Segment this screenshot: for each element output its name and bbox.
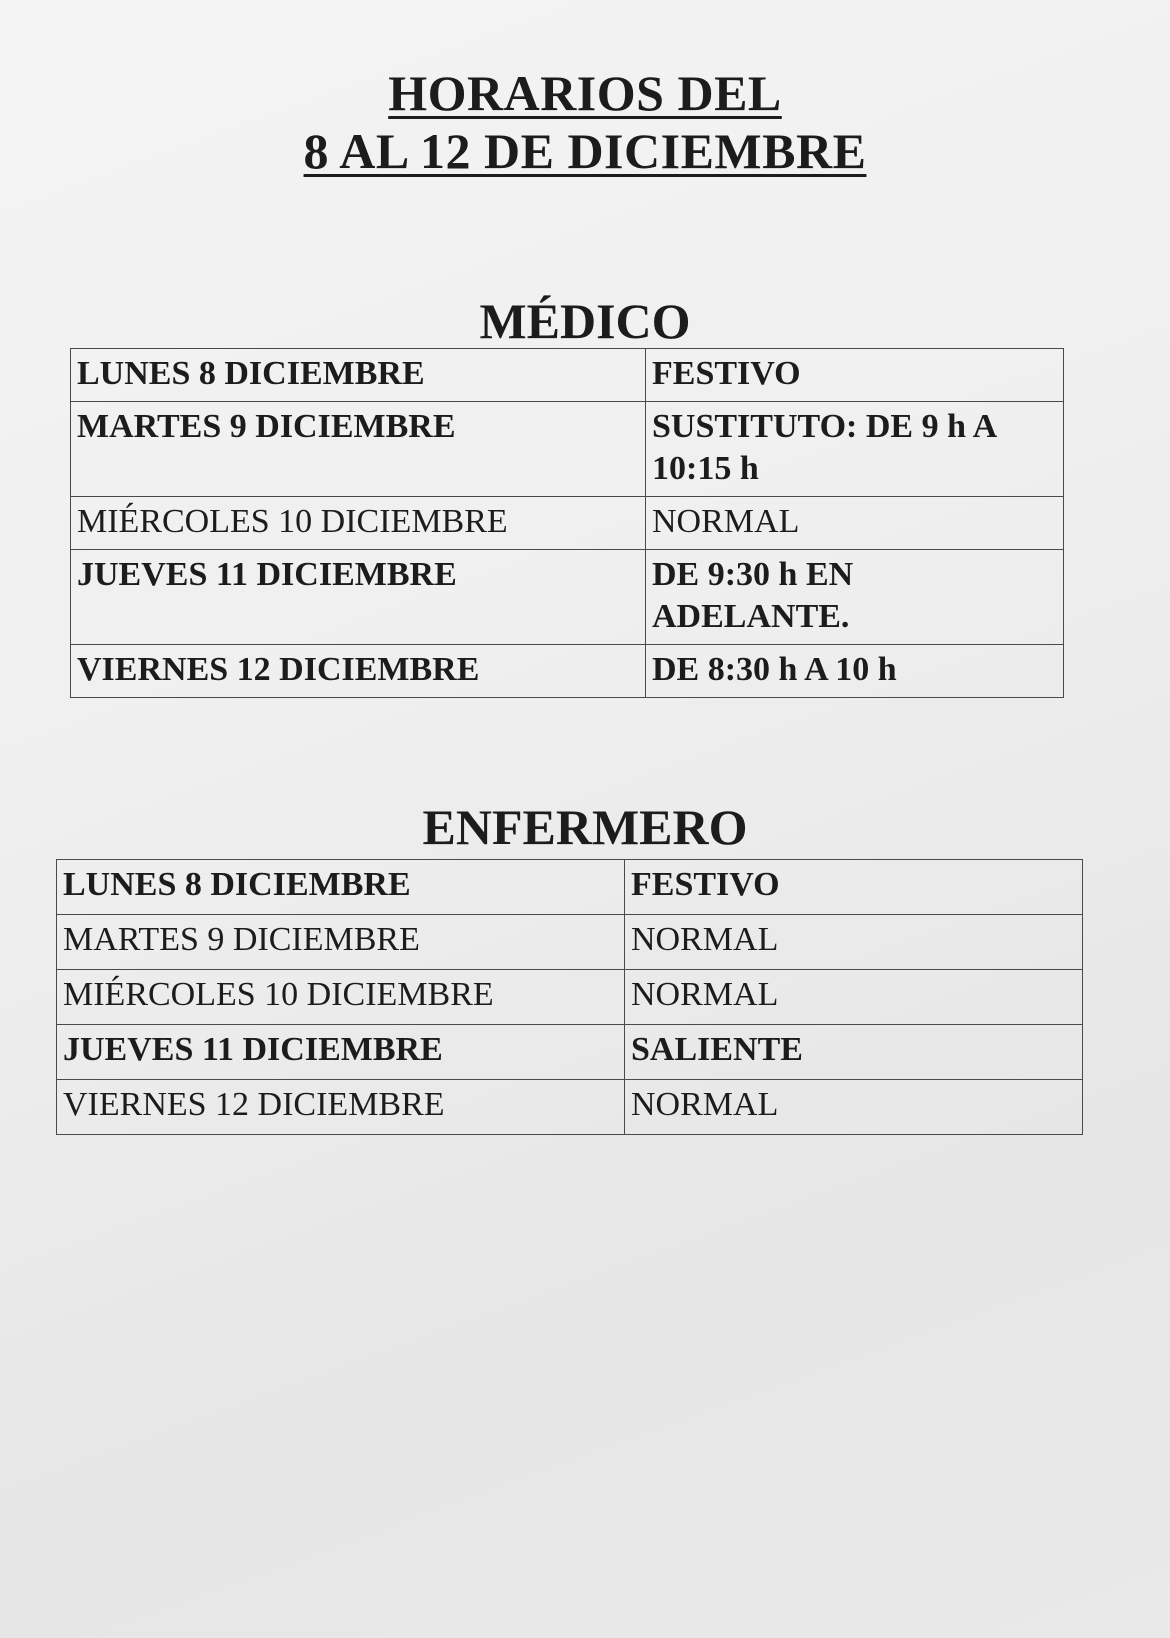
schedule-cell: NORMAL (625, 970, 1083, 1025)
day-cell: MIÉRCOLES 10 DICIEMBRE (57, 970, 625, 1025)
schedule-cell: NORMAL (625, 1080, 1083, 1135)
table-row (57, 970, 1083, 1025)
table-row (57, 860, 1083, 915)
table-row (71, 645, 1064, 698)
title-line-2-text: 8 AL 12 DE DICIEMBRE (303, 123, 867, 179)
enfermero-heading: ENFERMERO (422, 799, 748, 855)
document-title-line-2 (0, 122, 1170, 180)
table-row (57, 915, 1083, 970)
table-row (57, 1080, 1083, 1135)
schedule-line-2: ADELANTE. (652, 598, 850, 635)
day-cell: LUNES 8 DICIEMBRE (57, 860, 625, 915)
schedule-cell: SALIENTE (625, 1025, 1083, 1080)
day-cell: LUNES 8 DICIEMBRE (71, 349, 646, 402)
day-cell: MARTES 9 DICIEMBRE (71, 402, 646, 497)
schedule-cell: DE 8:30 h A 10 h (646, 645, 1064, 698)
day-cell: MIÉRCOLES 10 DICIEMBRE (71, 497, 646, 550)
schedule-cell: NORMAL (625, 915, 1083, 970)
medico-heading: MÉDICO (479, 293, 691, 349)
schedule-line-1: SUSTITUTO: DE 9 h A (652, 408, 998, 445)
schedule-cell: FESTIVO (646, 349, 1064, 402)
day-cell: VIERNES 12 DICIEMBRE (71, 645, 646, 698)
day-cell: JUEVES 11 DICIEMBRE (71, 550, 646, 645)
day-cell: JUEVES 11 DICIEMBRE (57, 1025, 625, 1080)
schedule-line-1: DE 9:30 h EN (652, 556, 854, 593)
document-title-line-1 (0, 64, 1170, 122)
enfermero-schedule-table (56, 859, 1083, 1135)
schedule-line-2: 10:15 h (652, 450, 759, 487)
schedule-cell (646, 402, 1064, 497)
day-cell: MARTES 9 DICIEMBRE (57, 915, 625, 970)
table-row (71, 550, 1064, 645)
table-row (71, 349, 1064, 402)
schedule-cell: FESTIVO (625, 860, 1083, 915)
title-line-1-text: HORARIOS DEL (388, 65, 782, 121)
medico-schedule-table (70, 348, 1064, 698)
schedule-cell (646, 550, 1064, 645)
table-row (57, 1025, 1083, 1080)
table-row (71, 497, 1064, 550)
day-cell: VIERNES 12 DICIEMBRE (57, 1080, 625, 1135)
table-row (71, 402, 1064, 497)
schedule-cell: NORMAL (646, 497, 1064, 550)
